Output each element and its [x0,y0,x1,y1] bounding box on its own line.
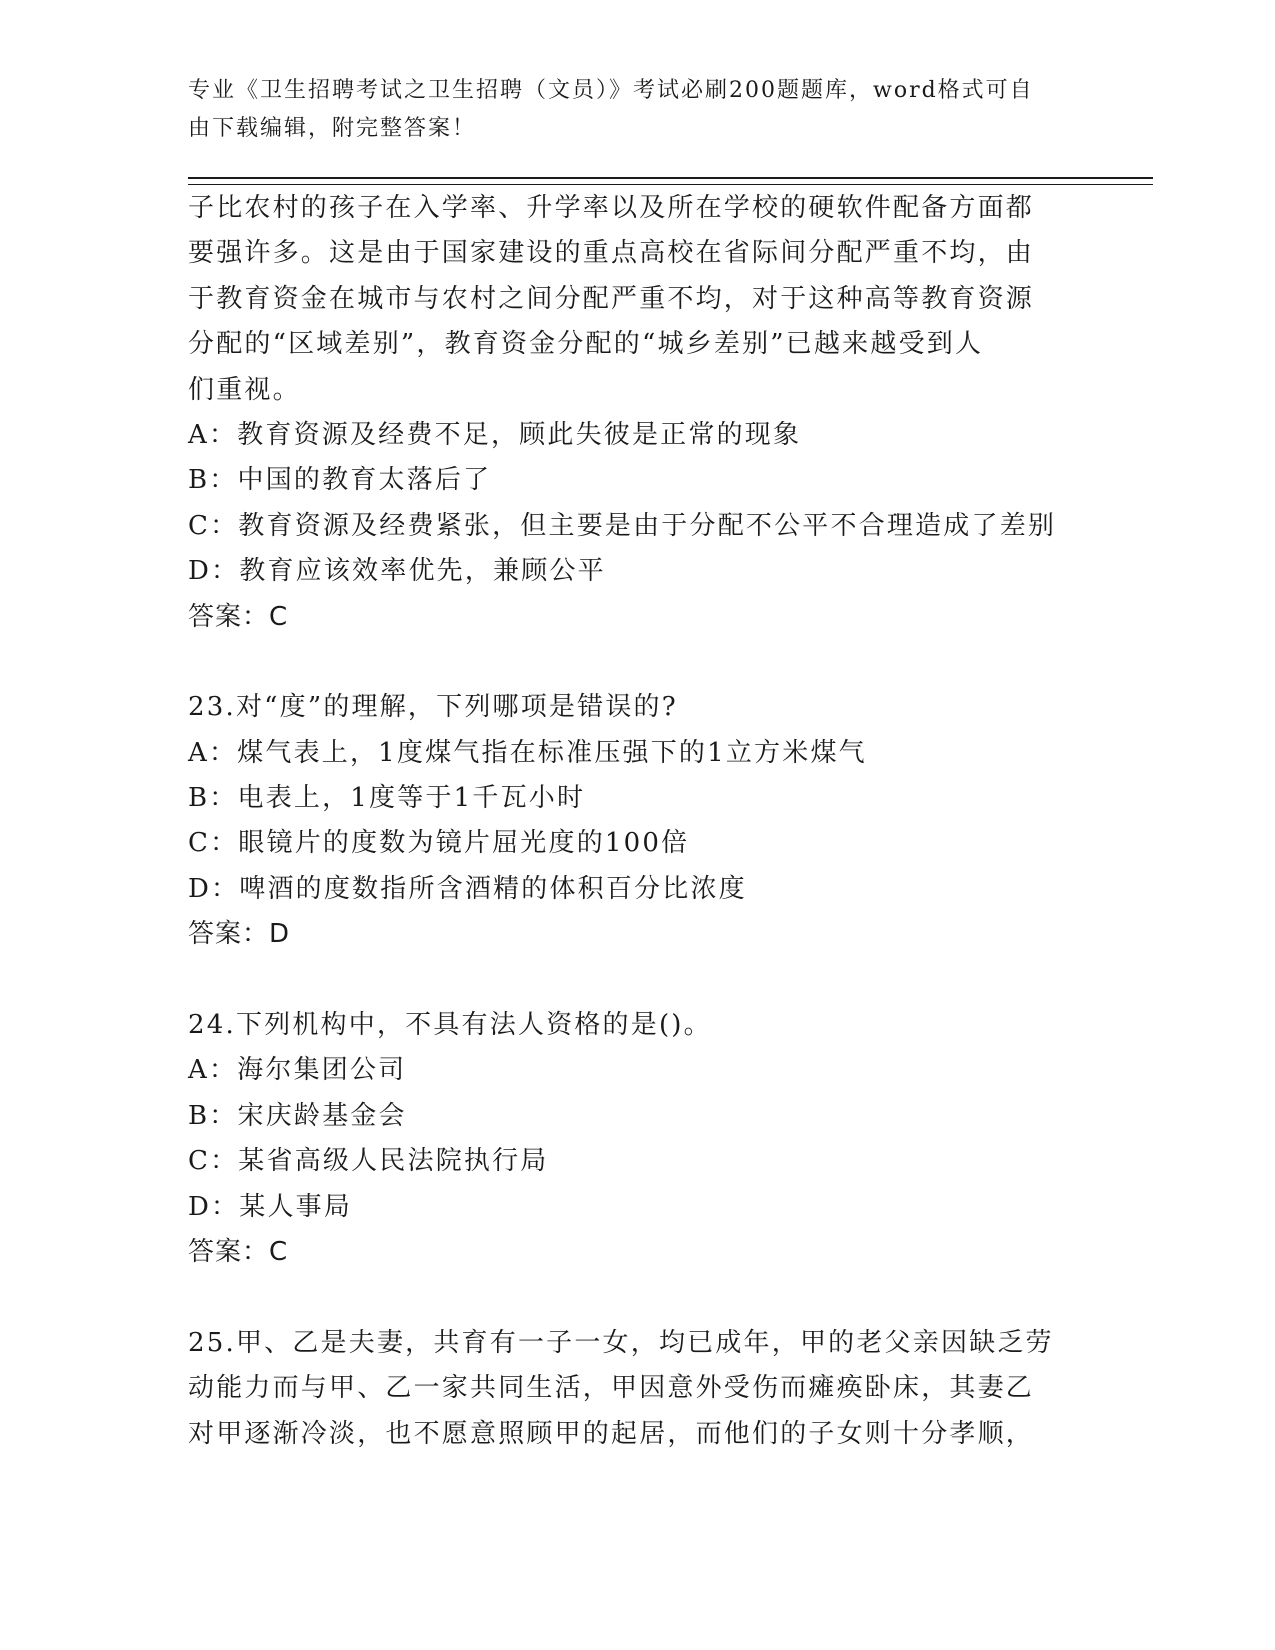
document-body [188,186,1088,1457]
header-divider [188,177,1153,185]
header-line-2: 由下载编辑，附完整答案！ [188,116,477,141]
question-stem-line: 们重视。 [188,374,301,405]
spacer [188,640,1088,685]
option-c: C：眼镜片的度数为镜片屈光度的100倍 [188,828,690,859]
option-c: C：教育资源及经费紧张，但主要是由于分配不公平不合理造成了差别 [188,510,1057,541]
question-23 [188,685,1088,957]
header-line-1: 专业《卫生招聘考试之卫生招聘（文员）》考试必刷200题题库，word格式可自 [188,78,1034,103]
page-header [188,72,1068,148]
option-d: D：某人事局 [188,1191,353,1222]
option-a: A：海尔集团公司 [188,1055,407,1086]
question-stem-line: 于教育资金在城市与农村之间分配严重不均，对于这种高等教育资源 [188,283,1035,314]
question-stem: 24.下列机构中，不具有法人资格的是()。 [188,1010,712,1041]
question-stem: 23.对“度”的理解，下列哪项是错误的? [188,692,678,723]
spacer [188,958,1088,1003]
option-d: D：啤酒的度数指所含酒精的体积百分比浓度 [188,873,747,904]
question-24 [188,1003,1088,1275]
question-stem-line: 动能力而与甲、乙一家共同生活，甲因意外受伤而瘫痪卧床，其妻乙 [188,1373,1035,1404]
answer-line: 答案：C [188,601,289,632]
question-stem-line: 要强许多。这是由于国家建设的重点高校在省际间分配严重不均，由 [188,238,1035,269]
answer-line: 答案：C [188,1236,289,1267]
option-d: D：教育应该效率优先，兼顾公平 [188,556,606,587]
option-c: C：某省高级人民法院执行局 [188,1146,549,1177]
question-stem-line: 子比农村的孩子在入学率、升学率以及所在学校的硬软件配备方面都 [188,193,1035,223]
question-22 [188,186,1088,640]
option-a: A：教育资源及经费不足，顾此失彼是正常的现象 [188,419,802,450]
option-a: A：煤气表上，1度煤气指在标准压强下的1立方米煤气 [188,737,867,768]
option-b: B：中国的教育太落后了 [188,465,492,496]
spacer [188,1275,1088,1320]
option-b: B：宋庆龄基金会 [188,1100,407,1131]
option-b: B：电表上，1度等于1千瓦小时 [188,783,586,814]
question-stem-line: 对甲逐渐冷淡，也不愿意照顾甲的起居，而他们的子女则十分孝顺， [188,1418,1035,1449]
question-stem-line: 分配的“区域差别”，教育资金分配的“城乡差别”已越来越受到人 [188,329,984,360]
question-stem-line: 25.甲、乙是夫妻，共育有一子一女，均已成年，甲的老父亲因缺乏劳 [188,1327,1054,1358]
answer-line: 答案：D [188,919,291,950]
question-25 [188,1321,1088,1457]
